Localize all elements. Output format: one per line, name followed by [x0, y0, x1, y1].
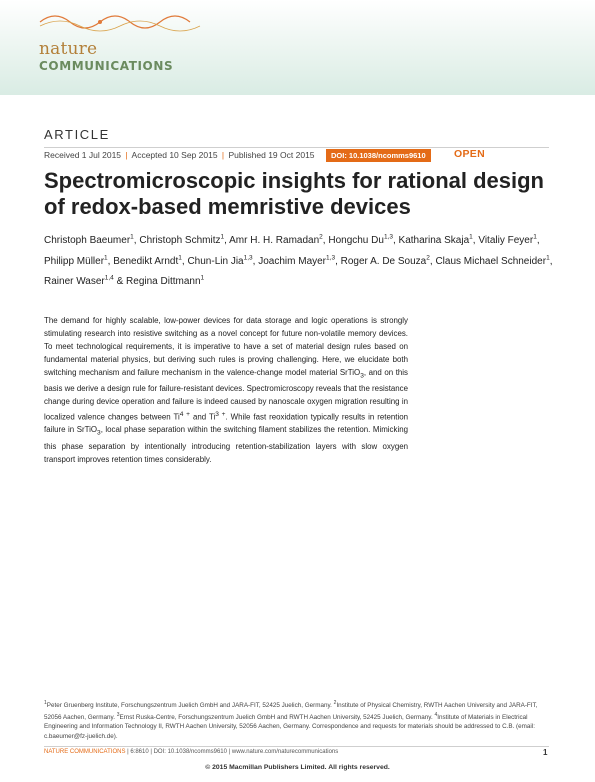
abstract-text: , local phase separation within the switching filament stabilizes the retention. Mimicking this phase separation by intentionally introducing retention-stabilization layers with slow oxygen transport improves retention times considerably. [44, 425, 408, 464]
author-separator: & [113, 275, 127, 287]
author-affiliation-marker: 1,3 [326, 254, 336, 262]
affiliation-marker: 4 [434, 711, 438, 718]
affiliation-text: Institute of Physical Chemistry, RWTH Aachen University and JARA-FIT, 52056 Aachen, Germany. [44, 702, 538, 721]
author-name: Katharina Skaja [398, 235, 470, 247]
author-separator: , [429, 255, 436, 267]
author-separator: , [335, 255, 341, 267]
author-name: Joachim Mayer [258, 255, 327, 267]
abstract-text: . While fast reoxidation typically results in retention failure in SrTiO [44, 412, 408, 435]
journal-logo-communications[interactable]: COMMUNICATIONS [39, 59, 174, 73]
received-date: Received 1 Jul 2015 [44, 150, 122, 160]
author-name: Regina Dittmann [126, 275, 201, 287]
author-affiliation-marker: 2 [319, 234, 323, 241]
author-separator: , [133, 235, 140, 247]
footer-citation [44, 749, 338, 755]
author-separator: , [252, 255, 259, 267]
author-separator: , [107, 255, 114, 267]
author-name: Christoph Schmitz [139, 235, 221, 247]
author [126, 276, 204, 287]
author-name: Philipp Müller [44, 255, 105, 267]
author-separator: , [549, 255, 553, 267]
author-affiliation-marker: 1 [104, 254, 108, 262]
author-affiliation-marker: 1 [178, 254, 182, 262]
author-affiliation-marker: 1 [469, 234, 473, 241]
footer-journal-name: NATURE COMMUNICATIONS [44, 749, 126, 755]
author-affiliation-marker: 1,3 [243, 254, 253, 262]
author [44, 256, 113, 267]
author-separator: , [224, 235, 230, 247]
author-affiliation-marker: 2 [426, 254, 430, 262]
doi-badge[interactable]: DOI: 10.1038/ncomms9610 [326, 149, 431, 162]
author [139, 235, 229, 246]
article-title: Spectromicroscopic insights for rational design of redox-based memristive devices [44, 168, 544, 219]
author-separator: , [322, 235, 329, 247]
author-separator: , [472, 235, 479, 247]
author-affiliation-marker: 1 [546, 254, 550, 262]
affiliation-marker: 2 [333, 700, 337, 706]
author-name: Benedikt Arndt [113, 255, 179, 267]
superscript: 4 + [179, 410, 190, 418]
affiliation-text: Ernst Ruska-Centre, Forschungszentrum Juelich GmbH and RWTH Aachen University, 52425 Juelich, Germany. [119, 713, 435, 721]
author-affiliation-marker: 1,3 [383, 234, 393, 241]
author [187, 256, 258, 267]
author-name: Chun-Lin Jia [187, 255, 244, 267]
author [435, 256, 552, 267]
abstract-text: The demand for highly scalable, low-power devices for data storage and logic operations is strongly stimulating research into resistive switching as a novel concept for future non-volatile memory devices. To meet technological requirements, it is imperative to have a set of material design rules based on fundamental material physics, but deriving such rules is proving challenging. Here, we elucidate both switching mechanism and failure mechanism in the valence-change model material SrTiO [44, 316, 408, 377]
affiliation-marker: 1 [44, 700, 47, 706]
subscript: 3 [360, 372, 364, 380]
author [328, 235, 398, 246]
abstract-text: , and on this basis we derive a design rule for failure-resistant devices. Spectromicroscopy reveals that the resistance change during device operation and failure is indeed caused by nanoscale oxygen migration resulting in localized valence changes between Ti [44, 367, 409, 422]
journal-masthead [0, 0, 595, 95]
page-number: 1 [543, 748, 548, 757]
author [258, 256, 340, 267]
author-affiliation-marker: 1 [533, 234, 537, 241]
affiliations [44, 699, 552, 742]
open-access-label: OPEN [454, 148, 485, 160]
author-name: Christoph Baeumer [44, 235, 131, 247]
author-affiliation-marker: 1,4 [104, 274, 114, 282]
author-list [44, 229, 554, 290]
subscript: 3 [97, 430, 101, 438]
journal-logo-nature[interactable]: nature [39, 39, 98, 59]
superscript: 3 + [215, 410, 226, 418]
publication-dates [44, 150, 315, 160]
article-type-label: ARTICLE [44, 127, 110, 142]
footer-divider [44, 746, 549, 747]
abstract [44, 315, 408, 467]
footer-citation-text[interactable]: | 6:8610 | DOI: 10.1038/ncomms9610 | www.nature.com/naturecommunications [125, 749, 339, 755]
accepted-date: Accepted 10 Sep 2015 [131, 150, 218, 160]
abstract-text: and Ti [189, 412, 216, 422]
author [478, 235, 539, 246]
author [44, 235, 139, 246]
date-separator: | [125, 150, 128, 160]
published-date: Published 19 Oct 2015 [228, 150, 315, 160]
author-name: Roger A. De Souza [340, 255, 427, 267]
author-name: Hongchu Du [328, 235, 384, 247]
author-separator: , [392, 235, 399, 247]
author-affiliation-marker: 1 [200, 274, 205, 282]
affiliation-text: Institute of Materials in Electrical Engineering and Information Technology II, RWTH Aachen University, 52056 Aachen, Germany. Correspondence and requests for materials should be addressed to C.B. (email: c.baeumer@fz-juelich.de). [44, 713, 535, 740]
author-separator: , [536, 235, 540, 247]
author [399, 235, 479, 246]
author [341, 256, 436, 267]
author-separator: , [181, 255, 188, 267]
author-name: Rainer Waser [44, 275, 105, 287]
copyright-notice: © 2015 Macmillan Publishers Limited. All rights reserved. [205, 764, 390, 771]
author [113, 256, 187, 267]
author-name: Claus Michael Schneider [435, 255, 547, 267]
author-name: Vitaliy Feyer [478, 235, 534, 247]
author [44, 276, 126, 287]
author-affiliation-marker: 1 [220, 234, 225, 241]
author [229, 235, 328, 246]
affiliation-text: Peter Gruenberg Institute, Forschungszentrum Juelich GmbH and JARA-FIT, 52425 Juelich, Germany. [46, 702, 334, 710]
affiliation-marker: 3 [116, 711, 120, 718]
author-name: Amr H. H. Ramadan [229, 235, 320, 247]
author-affiliation-marker: 1 [130, 234, 134, 241]
date-separator: | [221, 150, 225, 160]
